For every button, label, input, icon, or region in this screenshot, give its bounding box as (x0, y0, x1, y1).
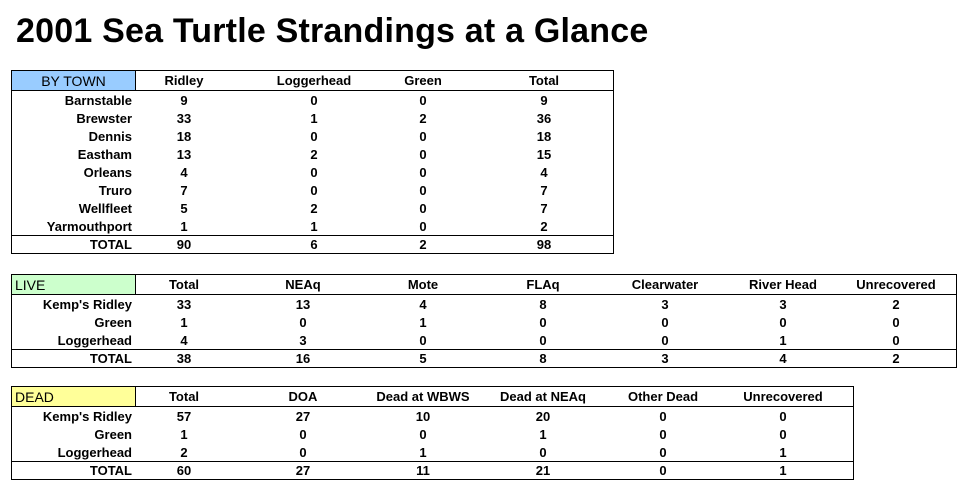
row-label: Green (94, 314, 132, 330)
live-header-row (12, 275, 956, 295)
table-cell: 60 (176, 463, 192, 478)
live-column-header: Mote (407, 277, 439, 292)
row-label: Loggerhead (57, 444, 132, 460)
by-town-column-header: Total (528, 73, 560, 88)
table-row (12, 181, 613, 199)
table-cell: 2 (419, 110, 427, 126)
row-label: Dennis (88, 128, 132, 144)
table-cell: 0 (892, 314, 900, 330)
table-cell: 38 (176, 351, 192, 366)
table-cell: 2 (540, 218, 548, 234)
table-cell: 2 (310, 146, 318, 162)
table-cell: 4 (180, 332, 188, 348)
table-cell: 36 (536, 110, 552, 126)
table-cell: 1 (180, 314, 188, 330)
table-cell: 0 (419, 218, 427, 234)
row-label: Eastham (77, 146, 132, 162)
table-cell: 0 (659, 408, 667, 424)
total-label: TOTAL (89, 463, 132, 478)
table-cell: 0 (310, 128, 318, 144)
table-row (12, 109, 613, 127)
table-cell: 1 (419, 444, 427, 460)
row-label: Orleans (83, 164, 132, 180)
row-label: Yarmouthport (46, 218, 132, 234)
table-cell: 0 (661, 314, 669, 330)
table-cell: 1 (180, 426, 188, 442)
table-cell: 0 (419, 146, 427, 162)
table-row (12, 407, 853, 425)
table-cell: 7 (540, 182, 548, 198)
total-label: TOTAL (89, 237, 132, 252)
table-cell: 2 (310, 200, 318, 216)
row-label: Brewster (76, 110, 132, 126)
table-cell: 5 (180, 200, 188, 216)
dead-column-header: DOA (288, 389, 318, 404)
row-label: Kemp's Ridley (42, 408, 132, 424)
table-cell: 4 (180, 164, 188, 180)
dead-column-header: Total (168, 389, 200, 404)
row-label: Truro (98, 182, 132, 198)
table-row (12, 331, 956, 349)
table-cell: 0 (419, 164, 427, 180)
dead-column-header: Dead at WBWS (376, 389, 470, 404)
table-row (12, 443, 853, 461)
table-cell: 4 (419, 296, 427, 312)
table-cell: 90 (176, 237, 192, 252)
live-total-row (12, 349, 956, 367)
table-cell: 1 (779, 444, 787, 460)
table-cell: 27 (295, 408, 311, 424)
table-cell: 8 (539, 351, 547, 366)
dead-section-label: DEAD (12, 387, 136, 406)
table-cell: 13 (176, 146, 192, 162)
table-cell: 16 (295, 351, 311, 366)
table-cell: 0 (659, 426, 667, 442)
table-row (12, 295, 956, 313)
table-cell: 1 (419, 314, 427, 330)
table-cell: 21 (535, 463, 551, 478)
table-cell: 3 (661, 351, 669, 366)
row-label: Green (94, 426, 132, 442)
live-column-header: Unrecovered (856, 277, 936, 292)
table-cell: 9 (540, 92, 548, 108)
live-section-label: LIVE (12, 275, 136, 294)
table-cell: 3 (299, 332, 307, 348)
table-cell: 98 (536, 237, 552, 252)
table-cell: 2 (892, 296, 900, 312)
table-cell: 0 (299, 444, 307, 460)
live-column-header: River Head (749, 277, 817, 292)
row-label: Kemp's Ridley (42, 296, 132, 312)
table-cell: 20 (535, 408, 551, 424)
table-cell: 0 (539, 444, 547, 460)
table-cell: 18 (536, 128, 552, 144)
table-cell: 0 (299, 426, 307, 442)
table-cell: 2 (892, 351, 900, 366)
table-cell: 0 (419, 92, 427, 108)
table-cell: 0 (779, 408, 787, 424)
table-cell: 4 (540, 164, 548, 180)
table-cell: 3 (661, 296, 669, 312)
table-cell: 1 (310, 110, 318, 126)
table-cell: 0 (539, 314, 547, 330)
table-cell: 9 (180, 92, 188, 108)
by-town-column-header: Green (404, 73, 442, 88)
table-cell: 0 (419, 182, 427, 198)
table-row (12, 163, 613, 181)
table-cell: 0 (419, 128, 427, 144)
dead-column-header: Other Dead (627, 389, 699, 404)
table-cell: 33 (176, 296, 192, 312)
dead-column-header: Unrecovered (743, 389, 823, 404)
live-column-header: NEAq (285, 277, 321, 292)
by-town-column-header: Loggerhead (276, 73, 352, 88)
by-town-section-label: BY TOWN (12, 71, 136, 90)
table-cell: 0 (659, 463, 667, 478)
table-cell: 0 (419, 332, 427, 348)
table-row (12, 127, 613, 145)
dead-total-row (12, 461, 853, 479)
row-label: Loggerhead (57, 332, 132, 348)
table-cell: 1 (779, 463, 787, 478)
table-cell: 0 (659, 444, 667, 460)
table-cell: 0 (419, 200, 427, 216)
table-cell: 0 (779, 314, 787, 330)
by-town-header-row (12, 71, 613, 91)
table-cell: 4 (779, 351, 787, 366)
table-cell: 7 (540, 200, 548, 216)
table-row (12, 217, 613, 235)
table-cell: 0 (299, 314, 307, 330)
by-town-total-row (12, 235, 613, 253)
table-cell: 0 (310, 182, 318, 198)
live-column-header: FLAq (526, 277, 560, 292)
table-cell: 10 (415, 408, 431, 424)
table-cell: 27 (295, 463, 311, 478)
dead-header-row (12, 387, 853, 407)
table-cell: 0 (310, 164, 318, 180)
table-row (12, 425, 853, 443)
table-cell: 3 (779, 296, 787, 312)
table-cell: 5 (419, 351, 427, 366)
table-cell: 0 (779, 426, 787, 442)
table-cell: 33 (176, 110, 192, 126)
table-cell: 13 (295, 296, 311, 312)
table-row (12, 313, 956, 331)
live-column-header: Total (168, 277, 200, 292)
table-row (12, 91, 613, 109)
table-cell: 2 (419, 237, 427, 252)
table-cell: 0 (539, 332, 547, 348)
table-cell: 8 (539, 296, 547, 312)
by-town-table (11, 70, 614, 254)
by-town-column-header: Ridley (164, 73, 204, 88)
row-label: Wellfleet (78, 200, 132, 216)
table-cell: 0 (661, 332, 669, 348)
table-row (12, 199, 613, 217)
table-cell: 0 (310, 92, 318, 108)
table-cell: 18 (176, 128, 192, 144)
live-column-header: Clearwater (631, 277, 699, 292)
row-label: Barnstable (64, 92, 132, 108)
table-cell: 0 (419, 426, 427, 442)
table-row (12, 145, 613, 163)
table-cell: 1 (180, 218, 188, 234)
table-cell: 1 (779, 332, 787, 348)
dead-table (11, 386, 854, 480)
live-table (11, 274, 957, 368)
table-cell: 7 (180, 182, 188, 198)
total-label: TOTAL (89, 351, 132, 366)
table-cell: 11 (416, 463, 430, 478)
table-cell: 1 (539, 426, 547, 442)
table-cell: 57 (176, 408, 192, 424)
table-cell: 6 (310, 237, 318, 252)
dead-column-header: Dead at NEAq (500, 389, 586, 404)
page-title: 2001 Sea Turtle Strandings at a Glance (16, 12, 649, 50)
table-cell: 1 (310, 218, 318, 234)
table-cell: 0 (892, 332, 900, 348)
table-cell: 15 (536, 146, 552, 162)
table-cell: 2 (180, 444, 188, 460)
